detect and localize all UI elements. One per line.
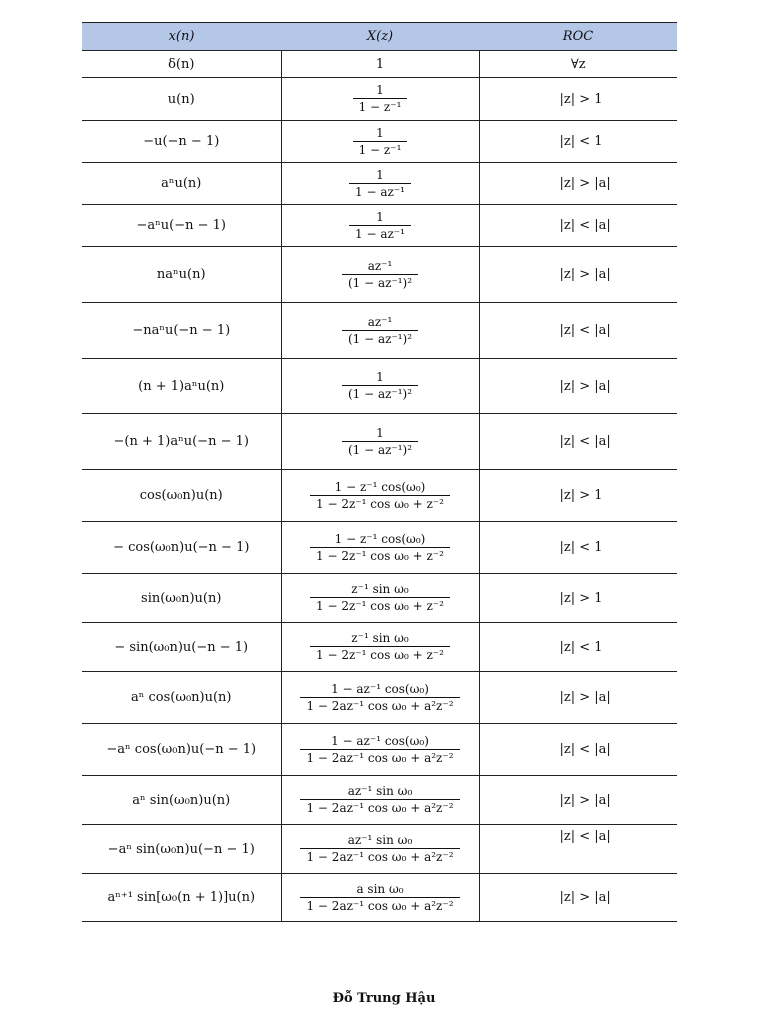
signal-cell: −aⁿu(−n − 1) — [136, 218, 226, 233]
numerator: 1 — [376, 370, 384, 385]
numerator: az⁻¹ sin ω₀ — [347, 833, 413, 848]
numerator: z⁻¹ sin ω₀ — [351, 582, 409, 597]
table-row — [82, 825, 677, 874]
signal-cell: aⁿ cos(ω₀n)u(n) — [130, 690, 232, 705]
signal-cell: −aⁿ sin(ω₀n)u(−n − 1) — [107, 841, 255, 857]
denominator: 1 − 2az⁻¹ cos ω₀ + a²z⁻² — [300, 799, 459, 815]
table-row — [82, 359, 677, 414]
denominator: 1 − 2z⁻¹ cos ω₀ + z⁻² — [310, 597, 450, 613]
transform-cell: 1 — [375, 56, 385, 72]
roc-cell: |z| > 1 — [559, 590, 603, 606]
signal-cell: −u(−n − 1) — [143, 134, 220, 149]
roc-cell: |z| > |a| — [559, 690, 611, 705]
numerator: 1 — [376, 83, 384, 98]
transform-fraction — [310, 632, 450, 661]
transform-fraction — [342, 371, 418, 400]
denominator: 1 − 2z⁻¹ cos ω₀ + z⁻² — [310, 547, 450, 563]
signal-cell: cos(ω₀n)u(n) — [139, 488, 223, 503]
table-body — [82, 51, 677, 922]
signal-cell: aⁿ⁺¹ sin[ω₀(n + 1)]u(n) — [107, 890, 256, 905]
denominator: (1 − az⁻¹)² — [342, 274, 418, 290]
numerator: az⁻¹ — [367, 258, 393, 273]
roc-cell: |z| > |a| — [559, 378, 611, 394]
numerator: 1 − z⁻¹ cos(ω₀) — [334, 531, 426, 546]
numerator: 1 — [376, 125, 384, 140]
transform-fraction — [349, 169, 411, 198]
table-row — [82, 121, 677, 163]
table-row — [82, 78, 677, 121]
signal-cell: aⁿ sin(ω₀n)u(n) — [132, 792, 231, 808]
roc-cell: |z| < |a| — [559, 742, 611, 757]
table-row — [82, 724, 677, 776]
z-transform-table — [82, 22, 677, 922]
transform-fraction — [342, 260, 418, 289]
roc-cell: |z| < 1 — [559, 134, 603, 149]
table-row — [82, 470, 677, 522]
numerator: 1 − az⁻¹ cos(ω₀) — [331, 681, 429, 696]
denominator: 1 − az⁻¹ — [349, 225, 411, 241]
denominator: 1 − 2az⁻¹ cos ω₀ + a²z⁻² — [300, 848, 459, 864]
table-row — [82, 247, 677, 303]
roc-cell: |z| > |a| — [559, 792, 611, 808]
transform-fraction — [342, 427, 418, 456]
signal-cell: −naⁿu(−n − 1) — [132, 323, 231, 338]
transform-fraction — [300, 735, 459, 764]
roc-cell: |z| > 1 — [559, 91, 603, 107]
numerator: z⁻¹ sin ω₀ — [351, 631, 409, 646]
numerator: a sin ω₀ — [356, 881, 404, 896]
header-roc: ROC — [479, 23, 677, 51]
table-row — [82, 776, 677, 825]
signal-cell: −aⁿ cos(ω₀n)u(−n − 1) — [106, 742, 257, 757]
transform-fraction — [342, 316, 418, 345]
signal-cell: − sin(ω₀n)u(−n − 1) — [114, 639, 249, 655]
signal-cell: naⁿu(n) — [156, 267, 206, 282]
numerator: az⁻¹ sin ω₀ — [347, 784, 413, 799]
roc-cell: |z| > 1 — [559, 488, 603, 503]
signal-cell: sin(ω₀n)u(n) — [141, 590, 222, 606]
signal-cell: u(n) — [167, 91, 195, 107]
denominator: (1 − az⁻¹)² — [342, 330, 418, 346]
transform-fraction — [300, 785, 459, 814]
denominator: 1 − az⁻¹ — [349, 183, 411, 199]
table-row — [82, 874, 677, 922]
roc-cell: |z| < 1 — [559, 639, 603, 655]
table-row — [82, 672, 677, 724]
roc-cell: ∀z — [570, 56, 586, 72]
signal-cell: − cos(ω₀n)u(−n − 1) — [113, 540, 250, 555]
table-row — [82, 51, 677, 78]
transform-fraction — [349, 211, 411, 240]
numerator: 1 − z⁻¹ cos(ω₀) — [334, 479, 426, 494]
denominator: 1 − 2z⁻¹ cos ω₀ + z⁻² — [310, 646, 450, 662]
header-transform: X(z) — [281, 23, 479, 51]
numerator: 1 — [376, 167, 384, 182]
roc-cell: |z| < 1 — [559, 540, 603, 555]
roc-cell: |z| < |a| — [559, 323, 611, 338]
denominator: 1 − z⁻¹ — [353, 98, 408, 114]
denominator: 1 − 2az⁻¹ cos ω₀ + a²z⁻² — [300, 897, 459, 913]
table-row — [82, 303, 677, 359]
roc-cell: |z| < |a| — [559, 434, 611, 449]
roc-cell: |z| > |a| — [559, 267, 611, 282]
signal-cell: −(n + 1)aⁿu(−n − 1) — [113, 434, 249, 449]
transform-fraction — [300, 834, 459, 863]
numerator: az⁻¹ — [367, 314, 393, 329]
roc-cell: |z| > |a| — [559, 176, 611, 191]
denominator: 1 − 2az⁻¹ cos ω₀ + a²z⁻² — [300, 749, 459, 765]
roc-cell: |z| < |a| — [559, 829, 611, 844]
roc-cell: |z| < |a| — [559, 218, 611, 233]
table-row — [82, 522, 677, 574]
table-row — [82, 574, 677, 623]
denominator: 1 − z⁻¹ — [353, 141, 408, 157]
transform-fraction — [300, 883, 459, 912]
table-row — [82, 414, 677, 470]
transform-fraction — [353, 84, 408, 113]
signal-cell: (n + 1)aⁿu(n) — [138, 378, 225, 394]
denominator: (1 − az⁻¹)² — [342, 385, 418, 401]
numerator: 1 − az⁻¹ cos(ω₀) — [331, 733, 429, 748]
denominator: (1 − az⁻¹)² — [342, 441, 418, 457]
table-row — [82, 163, 677, 205]
transform-fraction — [353, 127, 408, 156]
signal-cell: aⁿu(n) — [161, 176, 202, 191]
denominator: 1 − 2z⁻¹ cos ω₀ + z⁻² — [310, 495, 450, 511]
numerator: 1 — [376, 425, 384, 440]
header-row — [82, 23, 677, 51]
transform-fraction — [310, 533, 450, 562]
table-row — [82, 623, 677, 672]
numerator: 1 — [376, 209, 384, 224]
roc-cell: |z| > |a| — [559, 890, 611, 905]
denominator: 1 − 2az⁻¹ cos ω₀ + a²z⁻² — [300, 697, 459, 713]
transform-fraction — [310, 583, 450, 612]
signal-cell: δ(n) — [168, 56, 195, 72]
table-row — [82, 205, 677, 247]
transform-fraction — [310, 481, 450, 510]
author-footer: Đỗ Trung Hậu — [332, 991, 436, 1006]
transform-fraction — [300, 683, 459, 712]
header-signal: x(n) — [82, 23, 281, 51]
